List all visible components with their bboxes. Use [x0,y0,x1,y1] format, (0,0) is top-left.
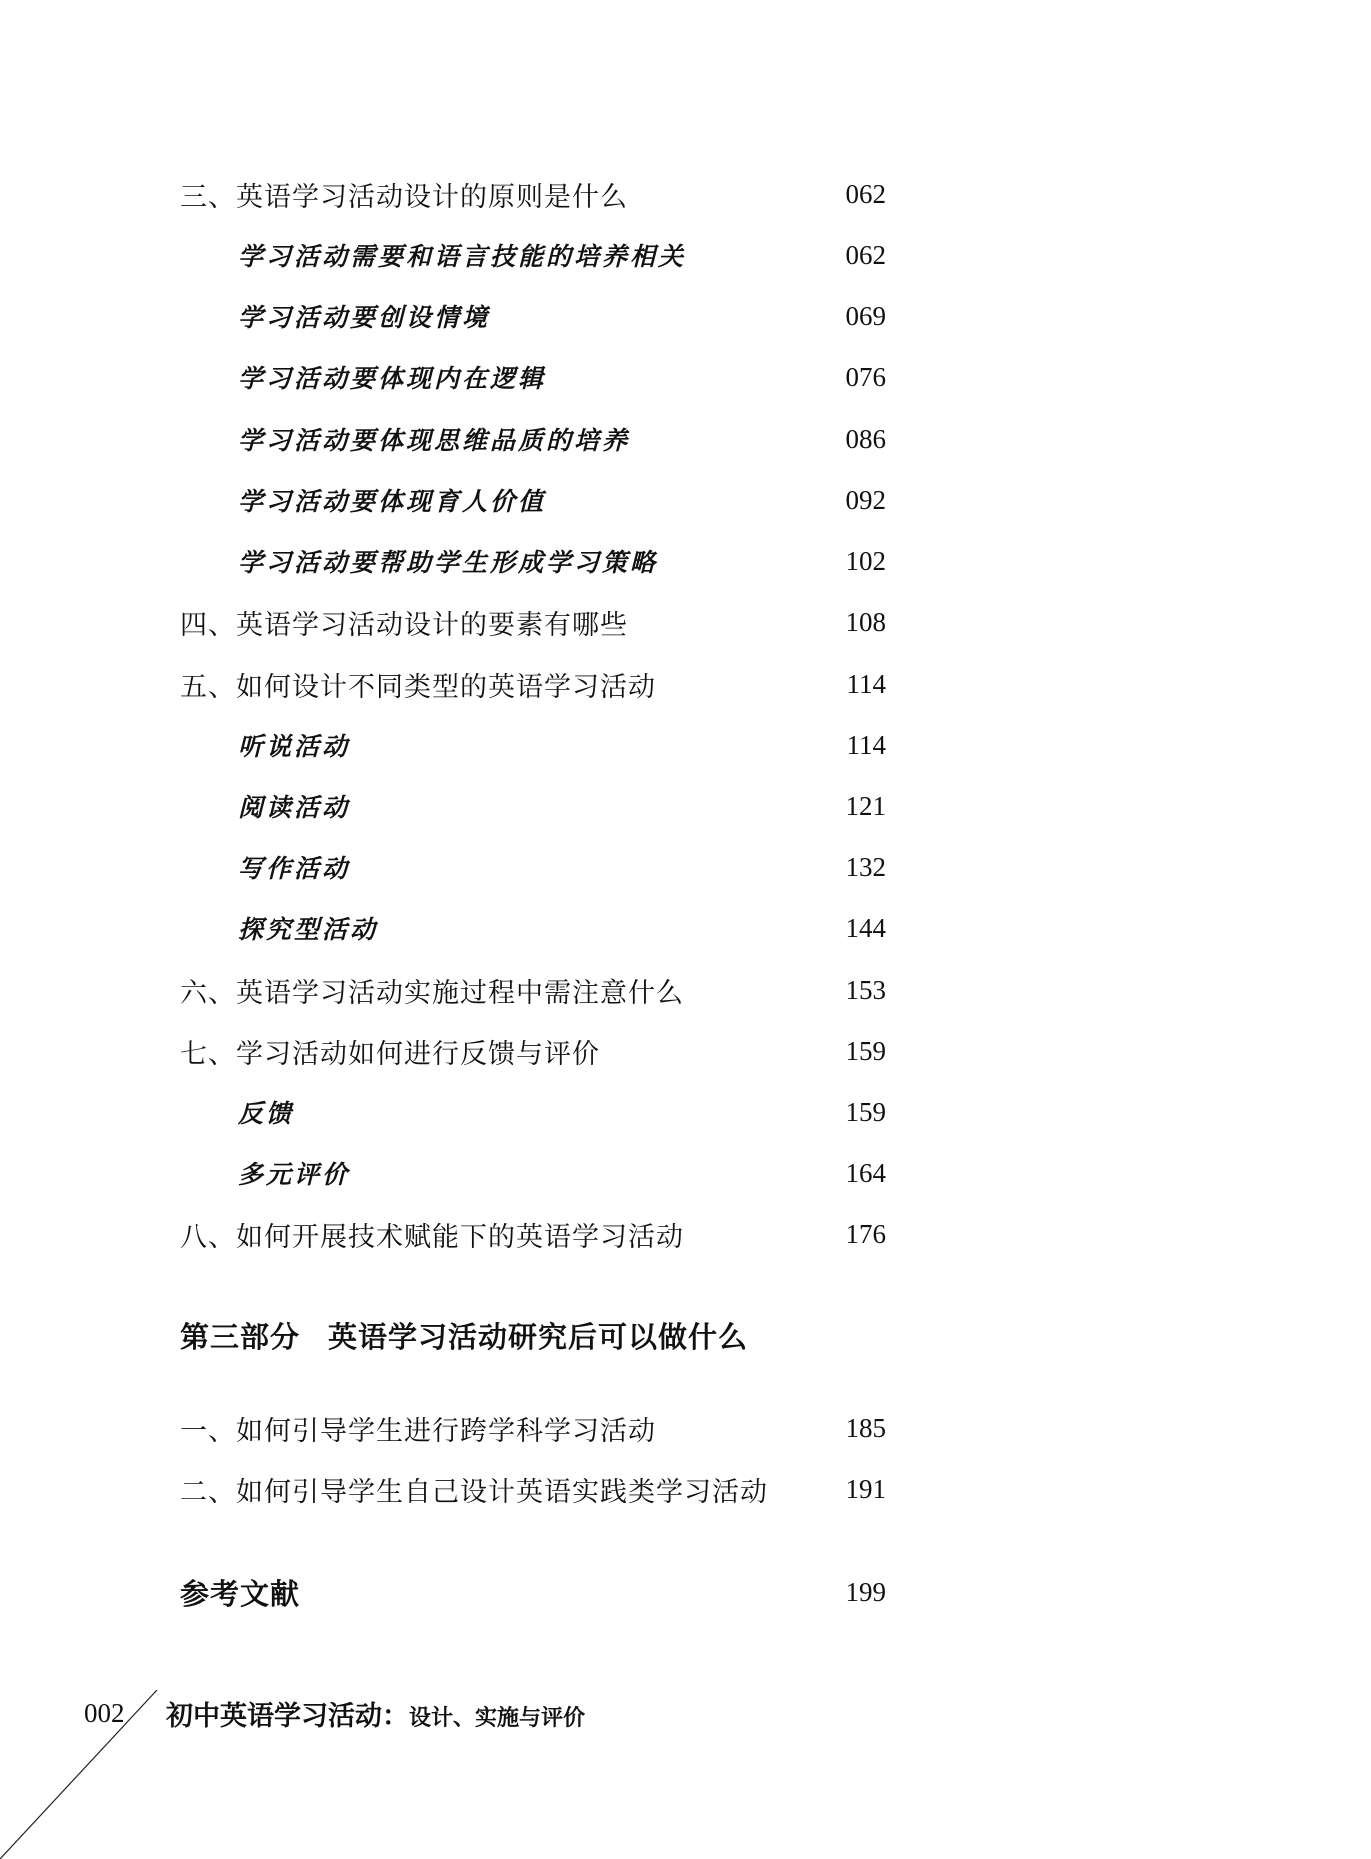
toc-row[interactable] [180,296,886,336]
footer-book-title [166,1694,585,1733]
toc-entry-page: 185 [845,1412,886,1443]
toc-entry-page: 191 [845,1473,886,1504]
toc-row[interactable] [180,847,886,887]
toc-entry-page: 114 [846,668,886,699]
toc-row[interactable] [180,235,886,275]
book-title-main: 初中英语学习活动： [166,1701,409,1732]
toc-entry-title: 八、如何开展技术赋能下的英语学习活动 [180,1221,684,1253]
toc-entry-title: 一、如何引导学生进行跨学科学习活动 [180,1415,656,1447]
toc-row[interactable] [180,970,886,1010]
toc-row[interactable] [180,419,886,459]
toc-entry-page: 164 [845,1157,886,1188]
toc-entry-page: 062 [845,239,886,270]
toc-entry-title: 多元评价 [238,1160,351,1189]
toc-entry-title: 写作活动 [238,854,351,883]
toc-entry-title: 七、学习活动如何进行反馈与评价 [180,1038,600,1070]
toc-entry-title: 学习活动要创设情境 [238,303,491,332]
toc-row[interactable] [180,1408,886,1448]
toc-entry-title: 听说活动 [238,732,351,761]
toc-entry-title: 六、英语学习活动实施过程中需注意什么 [180,977,684,1009]
toc-entry-page: 108 [845,606,886,637]
toc-entry-page: 121 [845,790,886,821]
toc-entry-page: 132 [845,851,886,882]
toc-row[interactable] [180,541,886,581]
toc-entry-title: 三、英语学习活动设计的原则是什么 [180,181,628,213]
toc-entry-page: 102 [845,545,886,576]
toc-entry-title: 四、英语学习活动设计的要素有哪些 [180,609,628,641]
toc-entry-page: 069 [845,300,886,331]
toc-entry-page: 176 [845,1218,886,1249]
toc-entry-title: 学习活动要帮助学生形成学习策略 [238,548,659,577]
toc-row[interactable] [180,1153,886,1193]
toc-row[interactable] [180,174,886,214]
toc-row[interactable] [180,664,886,704]
part-heading[interactable] [180,1315,748,1356]
toc-row[interactable] [180,480,886,520]
toc-entry-page: 062 [845,178,886,209]
references-row[interactable] [180,1572,886,1612]
toc-entry-title: 二、如何引导学生自己设计英语实践类学习活动 [180,1476,768,1508]
book-title-sub: 设计、实施与评价 [409,1705,586,1731]
toc-row[interactable] [180,1214,886,1254]
toc-entry-page: 076 [845,361,886,392]
toc-entry-title: 学习活动要体现内在逻辑 [238,364,547,393]
toc-entry-page: 144 [845,912,886,943]
toc-row[interactable] [180,725,886,765]
toc-row[interactable] [180,357,886,397]
toc-entry-page: 092 [845,484,886,515]
toc-entry-title: 阅读活动 [238,793,351,822]
toc-entry-page: 114 [846,729,886,760]
toc-row[interactable] [180,1469,886,1509]
toc-row[interactable] [180,602,886,642]
toc-entry-title: 五、如何设计不同类型的英语学习活动 [180,671,656,703]
page-footer [0,1690,1371,1859]
toc-entry-page: 086 [845,423,886,454]
toc-entry-title: 学习活动要体现思维品质的培养 [238,426,631,455]
toc-entry-page: 153 [845,974,886,1005]
part-title: 英语学习活动研究后可以做什么 [328,1320,749,1354]
toc-entry-title: 学习活动要体现育人价值 [238,487,547,516]
toc-row[interactable] [180,786,886,826]
toc-entry-title: 学习活动需要和语言技能的培养相关 [238,242,687,271]
toc-entry-page: 159 [845,1035,886,1066]
references-page: 199 [845,1576,886,1607]
toc-entry-page: 159 [845,1096,886,1127]
footer-page-number: 002 [84,1698,125,1728]
toc-row[interactable] [180,908,886,948]
references-title: 参考文献 [180,1576,301,1611]
part-label: 第三部分 [180,1320,301,1354]
toc-entry-title: 反馈 [238,1099,295,1128]
toc-row[interactable] [180,1031,886,1071]
toc-entry-title: 探究型活动 [238,915,379,944]
toc-row[interactable] [180,1092,886,1132]
